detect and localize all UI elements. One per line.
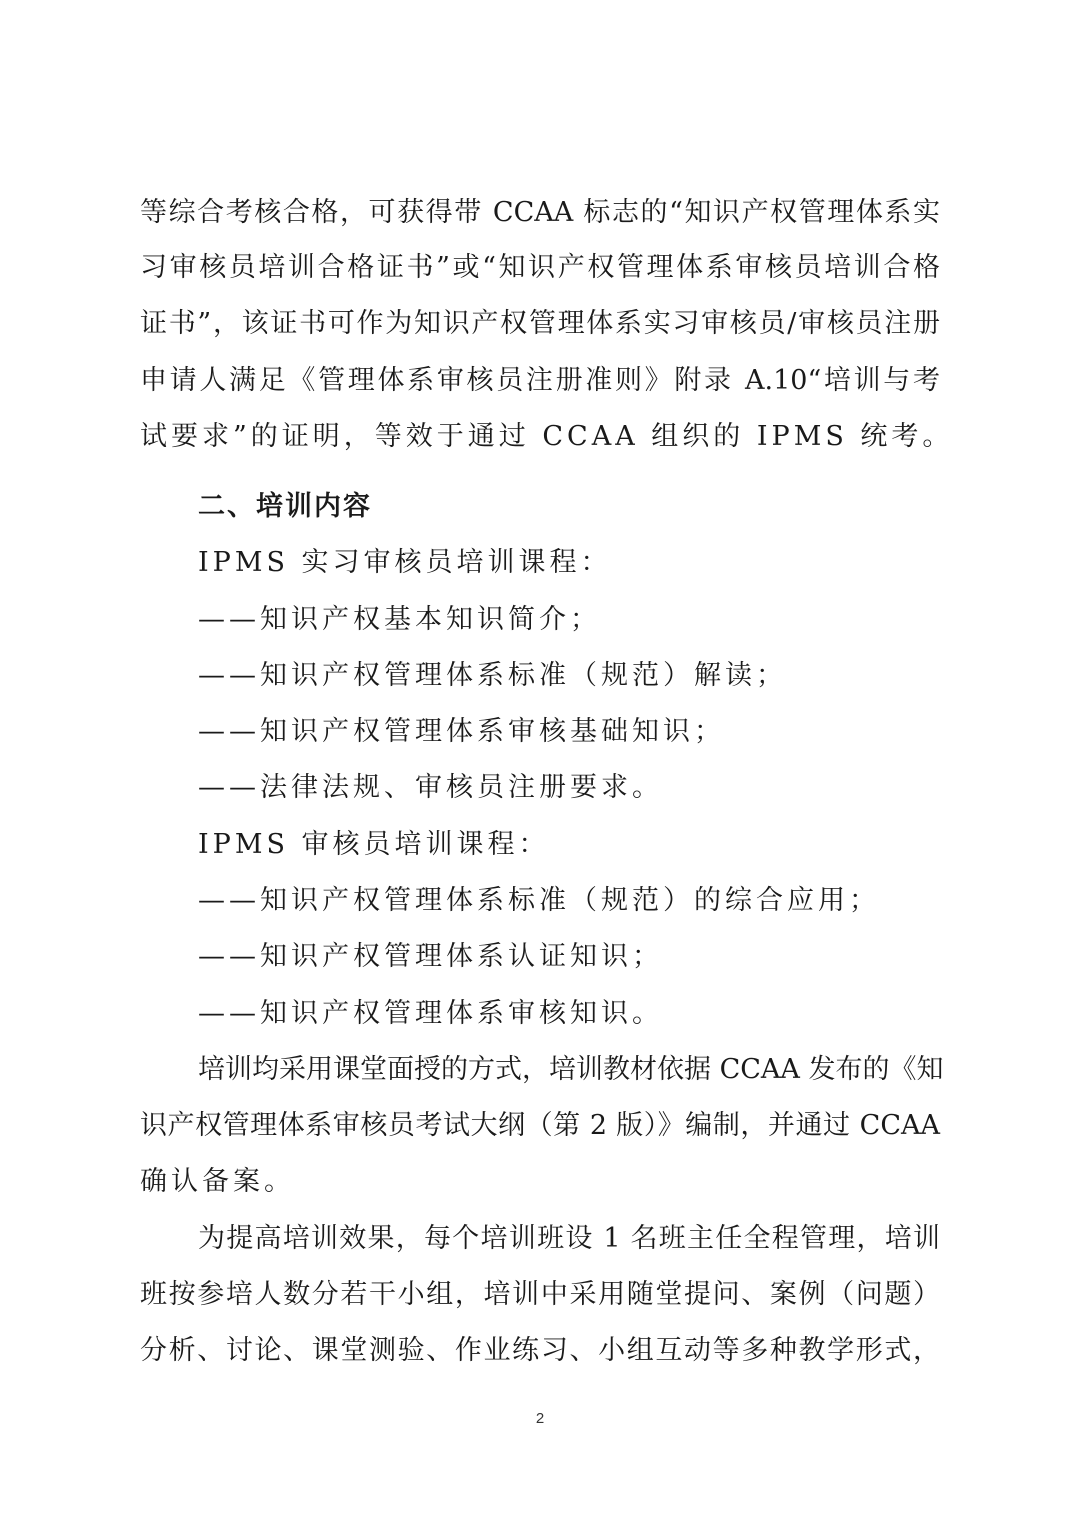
paragraph1-line-5: 试要求”的证明，等效于通过 CCAA 组织的 IPMS 统考。 [140, 421, 954, 452]
auditor-course-item: ——知识产权管理体系审核知识。 [198, 998, 663, 1029]
paragraph1-line-1: 等综合考核合格，可获得带 CCAA 标志的“知识产权管理体系实 [140, 197, 940, 228]
section-heading: 二、培训内容 [198, 491, 372, 522]
paragraph2-line-3: 确认备案。 [140, 1166, 295, 1197]
intern-course-item: ——法律法规、审核员注册要求。 [198, 772, 663, 803]
paragraph2-line-2: 识产权管理体系审核员考试大纲（第 2 版）》编制，并通过 CCAA [140, 1110, 940, 1141]
intern-course-title: IPMS 实习审核员培训课程： [198, 547, 612, 578]
paragraph3-line-3: 分析、讨论、课堂测验、作业练习、小组互动等多种教学形式， [140, 1335, 940, 1366]
intern-course-item: ——知识产权管理体系审核基础知识； [198, 716, 725, 747]
auditor-course-item: ——知识产权管理体系标准（规范）的综合应用； [198, 885, 880, 916]
auditor-course-item: ——知识产权管理体系认证知识； [198, 941, 663, 972]
paragraph2-line-1: 培训均采用课堂面授的方式，培训教材依据 CCAA 发布的《知 [198, 1054, 944, 1085]
auditor-course-title: IPMS 审核员培训课程： [198, 829, 550, 860]
paragraph1-line-4: 申请人满足《管理体系审核员注册准则》附录 A.10“培训与考 [140, 365, 940, 396]
paragraph3-line-1: 为提高培训效果，每个培训班设 1 名班主任全程管理，培训 [198, 1223, 940, 1254]
paragraph1-line-2: 习审核员培训合格证书”或“知识产权管理体系审核员培训合格 [140, 252, 940, 283]
intern-course-item: ——知识产权基本知识简介； [198, 604, 601, 635]
intern-course-item: ——知识产权管理体系标准（规范）解读； [198, 660, 787, 691]
paragraph1-line-3: 证书”，该证书可作为知识产权管理体系实习审核员/审核员注册 [140, 308, 940, 339]
paragraph3-line-2: 班按参培人数分若干小组，培训中采用随堂提问、案例（问题） [140, 1279, 940, 1310]
page-number: 2 [535, 1410, 545, 1427]
